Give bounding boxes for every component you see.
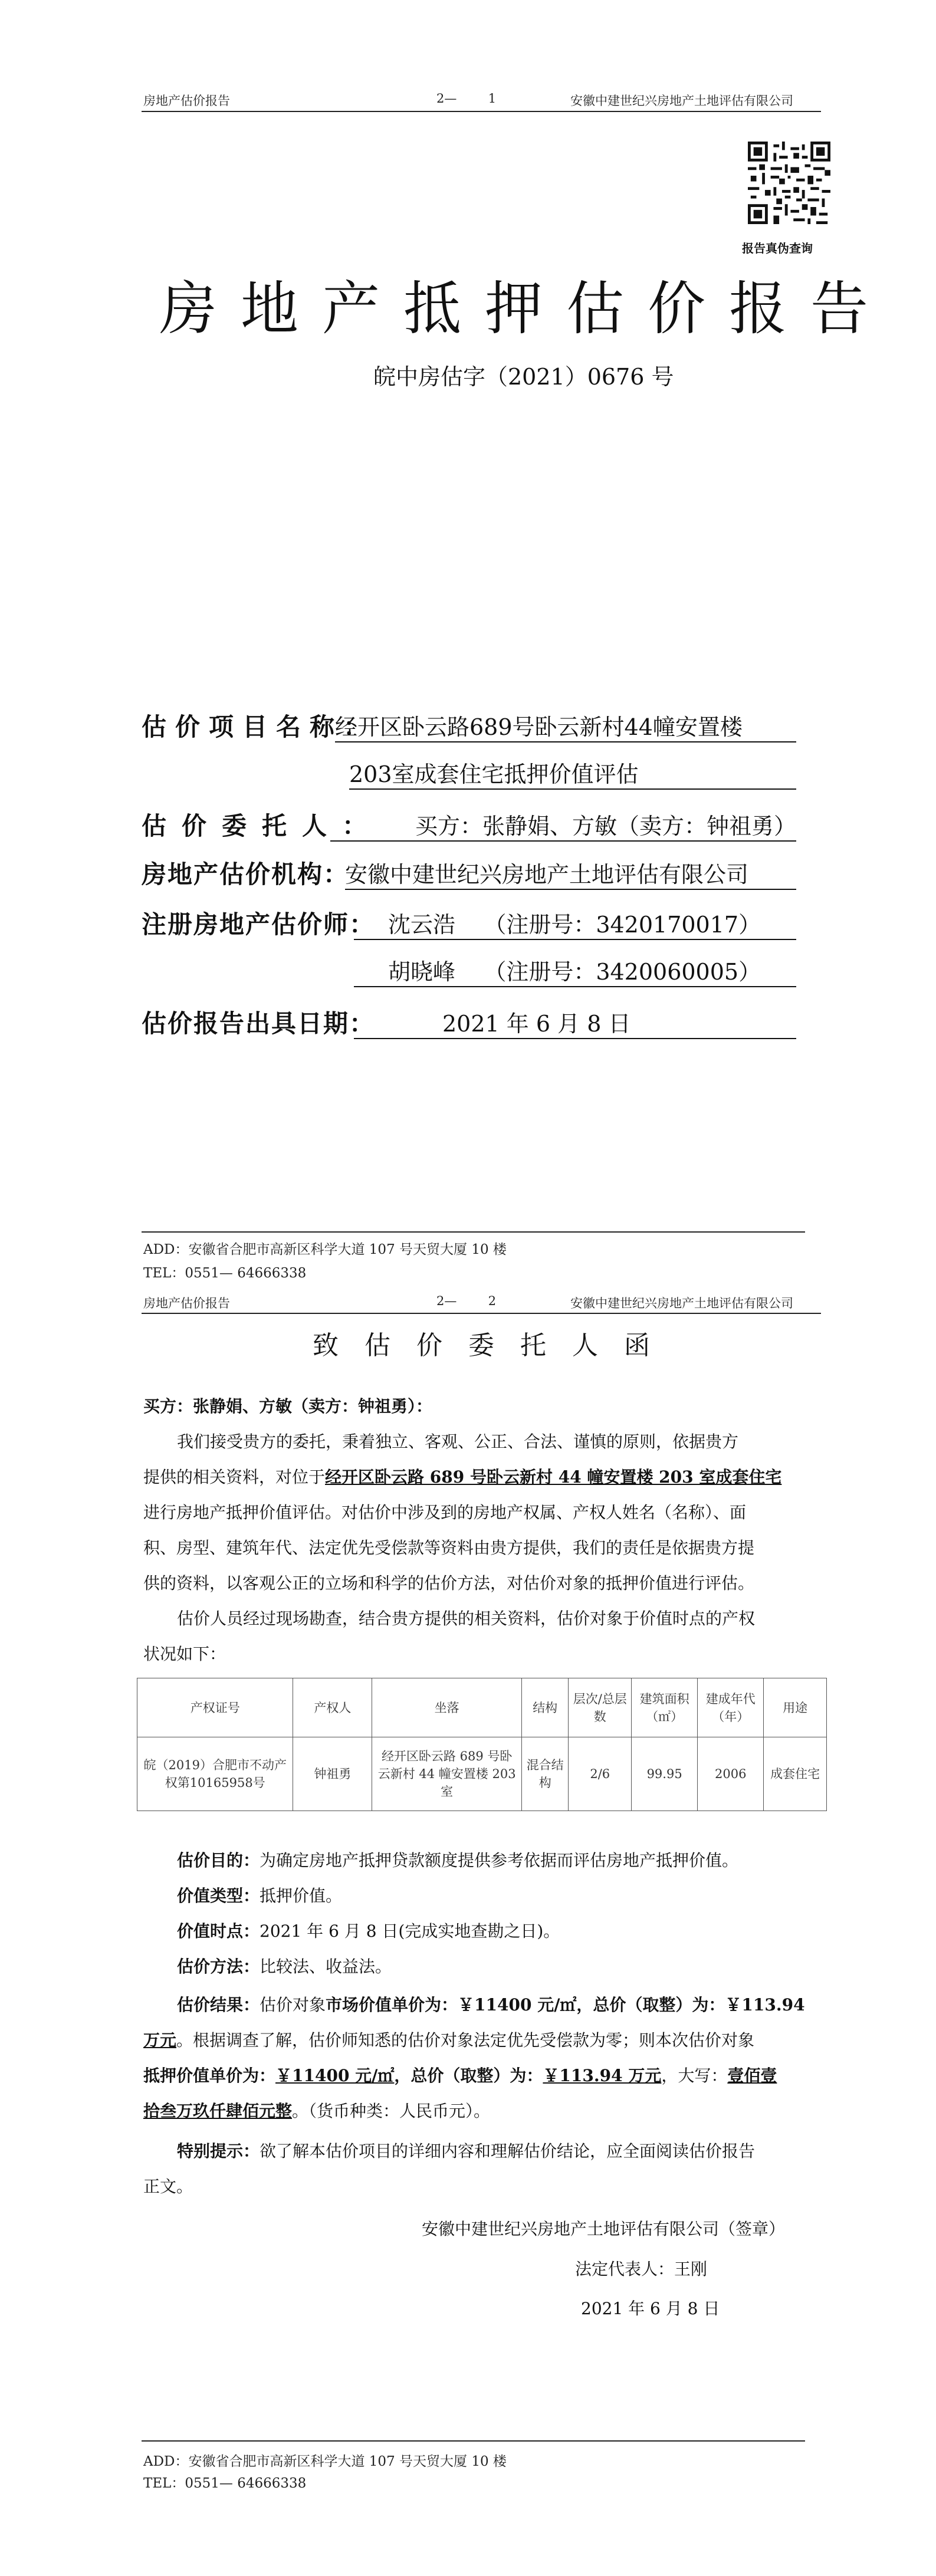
client-label: 估价委托人： xyxy=(142,811,383,840)
para1-line5: 供的资料，以客观公正的立场和科学的估价方法，对估价对象的抵押价值进行评估。 xyxy=(143,1573,755,1593)
method-value: 比较法、收益法。 xyxy=(260,1957,392,1976)
value-type-value: 抵押价值。 xyxy=(260,1886,343,1905)
signature-company: 安徽中建世纪兴房地产土地评估有限公司（签章） xyxy=(422,2219,786,2239)
value-time-value: 2021 年 6 月 8 日(完成实地查勘之日)。 xyxy=(260,1921,560,1941)
report-number: 皖中房估字（2021）0676 号 xyxy=(373,364,674,390)
result-line1 xyxy=(177,1987,805,2023)
value-time-line xyxy=(177,1914,560,1949)
table-row xyxy=(137,1737,827,1811)
para2-line2: 状况如下： xyxy=(143,1644,226,1664)
report-date-label: 估价报告出具日期： xyxy=(142,1009,376,1038)
header-left: 房地产估价报告 xyxy=(143,1296,230,1310)
footer-tel: TEL：0551— 64666338 xyxy=(143,1266,307,1281)
special-value: 欲了解本估价项目的详细内容和理解估价结论，应全面阅读估价报告 xyxy=(260,2141,756,2161)
special-label: 特别提示： xyxy=(177,2141,260,2161)
table-cell: 成套住宅 xyxy=(764,1737,827,1811)
table-header: 产权人 xyxy=(293,1678,372,1737)
header-right: 安徽中建世纪兴房地产土地评估有限公司 xyxy=(570,1296,793,1310)
para2-line1: 估价人员经过现场勘查，结合贵方提供的相关资料，估价对象于价值时点的产权 xyxy=(177,1609,756,1628)
letter-title: 致估价委托人函 xyxy=(313,1330,676,1361)
table-cell: 皖（2019）合肥市不动产权第10165958号 xyxy=(137,1737,293,1811)
table-header: 建成年代（年） xyxy=(698,1678,764,1737)
capital-amount: 壹佰壹 xyxy=(727,2066,777,2085)
header-page-number: 2— 1 xyxy=(436,91,497,106)
capital-label: ，大写： xyxy=(661,2066,728,2085)
special-line2: 正文。 xyxy=(143,2177,193,2196)
table-header: 坐落 xyxy=(372,1678,522,1737)
qr-code-icon[interactable] xyxy=(748,142,830,224)
market-value-unit: 万元 xyxy=(143,2030,177,2050)
table-cell: 混合结构 xyxy=(521,1737,568,1811)
appraiser-label: 注册房地产估价师： xyxy=(142,910,376,939)
salutation: 买方：张静娟、方敏（卖方：钟祖勇）： xyxy=(143,1397,433,1416)
signature-date: 2021 年 6 月 8 日 xyxy=(581,2299,720,2318)
special-line1 xyxy=(177,2134,755,2169)
mortgage-unit-price: ￥11400 元/㎡ xyxy=(275,2066,395,2085)
header-left: 房地产估价报告 xyxy=(143,94,230,108)
para1-line4: 积、房型、建筑年代、法定优先受偿款等资料由贵方提供，我们的责任是依据贵方提 xyxy=(143,1538,755,1558)
footer-tel: TEL：0551— 64666338 xyxy=(143,2476,307,2491)
table-cell: 2006 xyxy=(698,1737,764,1811)
client-value: 买方：张静娟、方敏（卖方：钟祖勇） xyxy=(330,808,796,842)
purpose-value: 为确定房地产抵押贷款额度提供参考依据而评估房地产抵押价值。 xyxy=(260,1851,739,1870)
para1-line2 xyxy=(143,1460,781,1495)
result-line2 xyxy=(143,2023,754,2058)
table-header: 结构 xyxy=(521,1678,568,1737)
table-cell: 经开区卧云路 689 号卧云新村 44 幢安置楼 203 室 xyxy=(372,1737,522,1811)
qr-caption: 报告真伪查询 xyxy=(742,241,813,255)
para1-line1: 我们接受贵方的委托，秉着独立、客观、公正、合法、谨慎的原则，依据贵方 xyxy=(177,1432,739,1451)
table-cell: 99.95 xyxy=(632,1737,698,1811)
header-rule xyxy=(142,111,821,112)
header-rule xyxy=(142,1313,821,1314)
footer-rule xyxy=(142,1231,805,1233)
value-type-label: 价值类型： xyxy=(177,1886,260,1905)
project-name-value-line1: 经开区卧云路689号卧云新村44幢安置楼 xyxy=(335,709,796,742)
header-page-number: 2— 2 xyxy=(436,1294,497,1308)
purpose-line xyxy=(177,1843,738,1878)
footer-address: ADD：安徽省合肥市高新区科学大道 107 号天贸大厦 10 楼 xyxy=(143,2454,507,2469)
property-table xyxy=(137,1678,827,1811)
header-right: 安徽中建世纪兴房地产土地评估有限公司 xyxy=(570,94,793,108)
mortgage-total-price: ￥113.94 万元 xyxy=(543,2066,662,2085)
result-label: 估价结果： xyxy=(177,1995,260,2015)
result-line3 xyxy=(143,2058,777,2094)
footer-rule xyxy=(142,2440,805,2442)
appraiser-1: 沈云浩 （注册号：3420170017） xyxy=(354,906,796,940)
table-header-row xyxy=(137,1678,827,1737)
agency-value: 安徽中建世纪兴房地产土地评估有限公司 xyxy=(345,856,796,890)
legal-representative: 法定代表人：王刚 xyxy=(575,2259,708,2279)
result-text: 。根据调查了解，估价师知悉的估价对象法定优先受偿款为零；则本次估价对象 xyxy=(176,2030,755,2050)
mortgage-total-label: ，总价（取整）为： xyxy=(394,2066,543,2085)
capital-amount-cont: 拾叁万玖仟肆佰元整 xyxy=(143,2101,293,2121)
method-label: 估价方法： xyxy=(177,1957,260,1976)
report-date-value: 2021 年 6 月 8 日 xyxy=(354,1006,796,1039)
currency-note: 。（货币种类：人民币元）。 xyxy=(292,2101,491,2121)
table-cell: 钟祖勇 xyxy=(293,1737,372,1811)
para1-line3: 进行房地产抵押价值评估。对估价中涉及到的房地产权属、产权人姓名（名称）、面 xyxy=(143,1503,747,1522)
method-line xyxy=(177,1949,392,1984)
para1-line2-text: 提供的相关资料，对位于 xyxy=(143,1467,326,1487)
purpose-label: 估价目的： xyxy=(177,1851,260,1870)
table-header: 建筑面积（㎡） xyxy=(632,1678,698,1737)
appraiser-2: 胡晓峰 （注册号：3420060005） xyxy=(354,954,796,987)
result-text: 估价对象 xyxy=(260,1995,326,2015)
report-title: 房地产抵押估价报告 xyxy=(159,275,892,343)
value-time-label: 价值时点： xyxy=(177,1921,260,1941)
footer-address: ADD：安徽省合肥市高新区科学大道 107 号天贸大厦 10 楼 xyxy=(143,1242,507,1257)
value-type-line xyxy=(177,1878,342,1914)
table-header: 用途 xyxy=(764,1678,827,1737)
project-name-value-line2: 203室成套住宅抵押价值评估 xyxy=(349,756,796,790)
table-cell: 2/6 xyxy=(569,1737,632,1811)
agency-label: 房地产估价机构： xyxy=(142,860,350,889)
result-line4 xyxy=(143,2094,490,2129)
table-header: 产权证号 xyxy=(137,1678,293,1737)
market-value: 市场价值单价为：￥11400 元/㎡，总价（取整）为：￥113.94 xyxy=(326,1995,805,2015)
project-name-label: 估价项目名称： xyxy=(142,712,377,741)
mortgage-unit-label: 抵押价值单价为： xyxy=(143,2066,276,2085)
property-address: 经开区卧云路 689 号卧云新村 44 幢安置楼 203 室成套住宅 xyxy=(325,1467,782,1487)
table-header: 层次/总层数 xyxy=(569,1678,632,1737)
